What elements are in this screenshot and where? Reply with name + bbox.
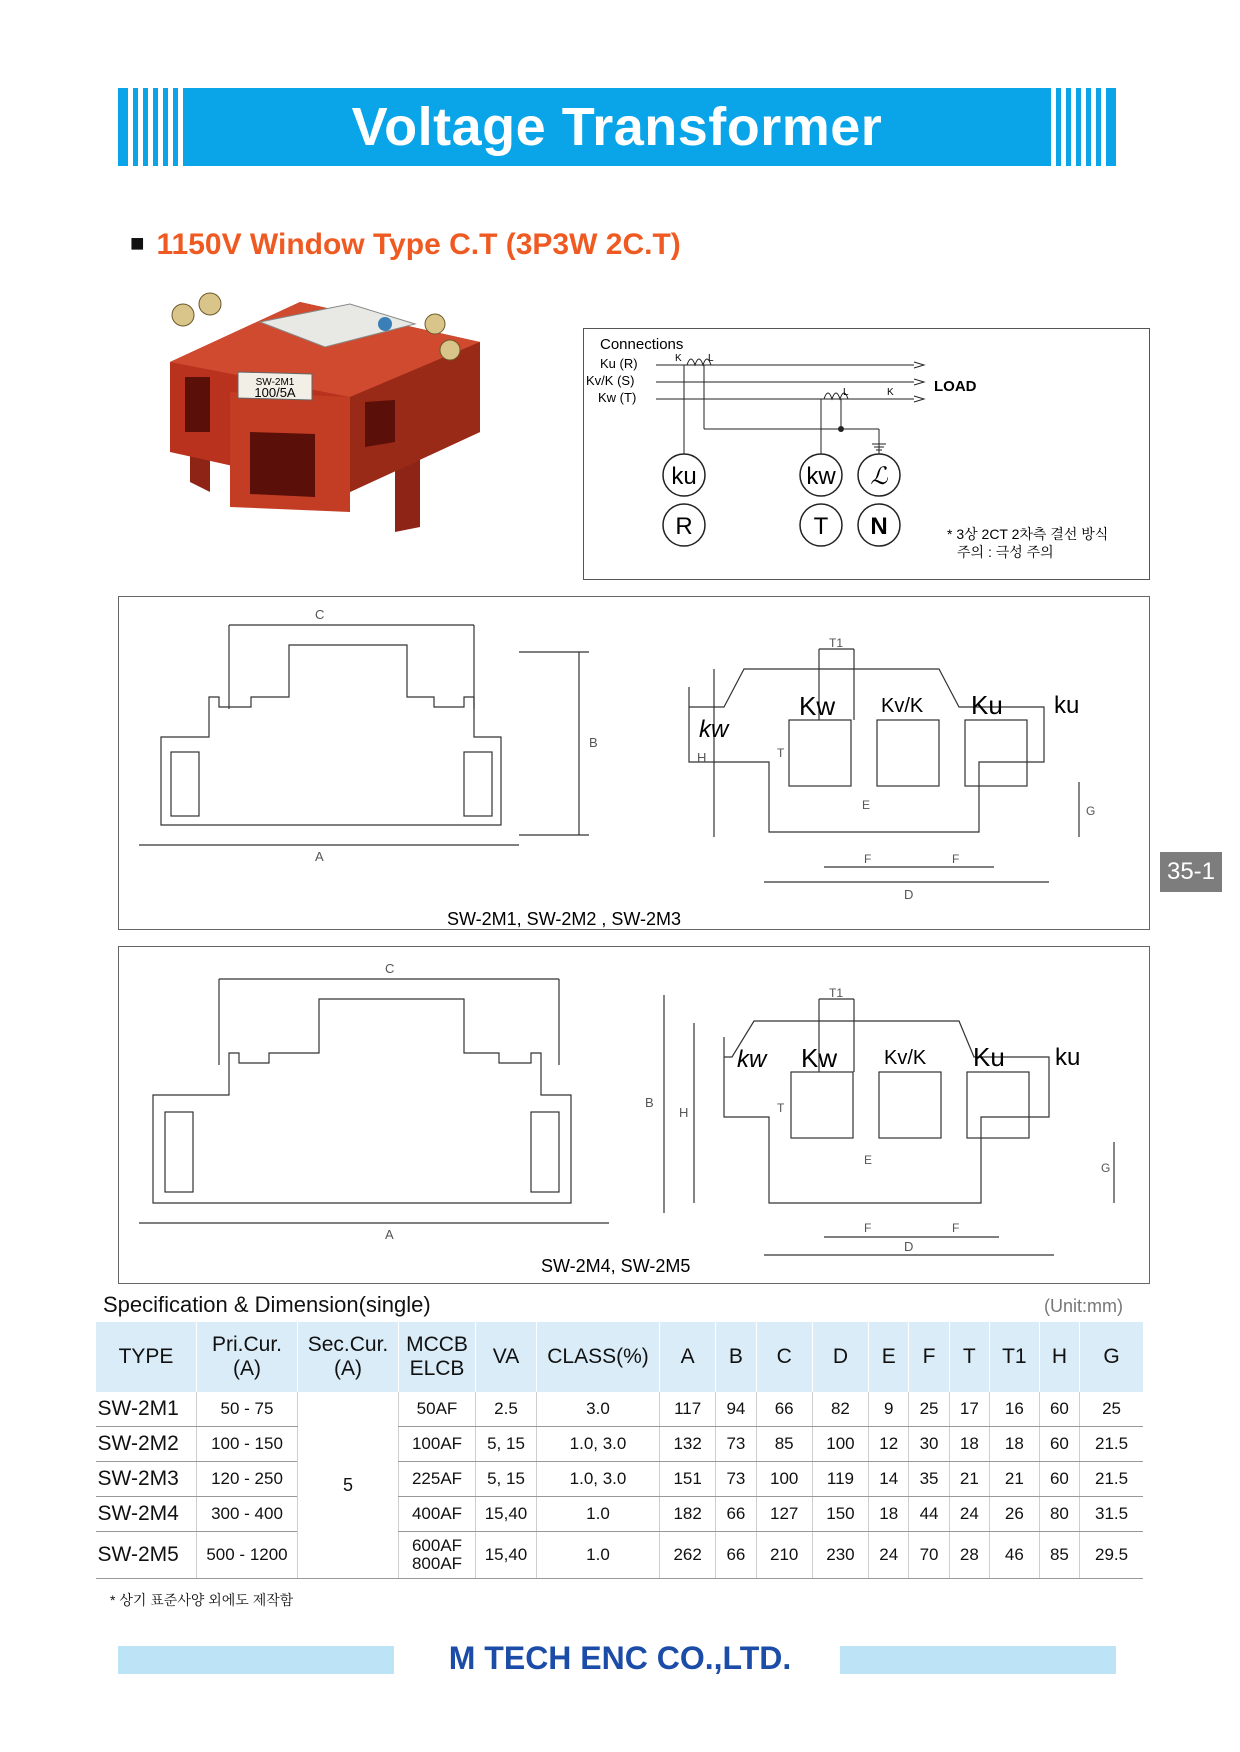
table-row [96,1427,1144,1462]
cell-class: 1.0 [537,1497,660,1532]
company-name: M TECH ENC CO.,LTD. [448,1640,792,1676]
cell-type: SW-2M4 [96,1497,197,1532]
dim-f1-label-2: F [864,1221,872,1235]
cell-d: 119 [812,1462,868,1497]
photo-ratio-label: 100/5A [254,385,296,400]
dimension-drawing-small [118,596,1150,930]
cell-pri: 500 - 1200 [197,1532,298,1579]
cell-e: 12 [869,1427,909,1462]
col-e: E [869,1322,909,1392]
col-t: T [949,1322,989,1392]
cell-pri: 100 - 150 [197,1427,298,1462]
cell-va: 5, 15 [476,1462,537,1497]
cell-va: 2.5 [476,1392,537,1427]
spec-table [95,1322,1143,1579]
col-type: TYPE [96,1322,197,1392]
footnote: * 상기 표준사양 외에도 제작함 [110,1592,294,1608]
cell-t: 21 [949,1462,989,1497]
square-bullet-icon: ■ [130,230,145,257]
terminal-kw-2: Kw [801,1043,838,1073]
cell-h: 85 [1039,1532,1079,1579]
connections-title: Connections [600,336,684,353]
meter-l: ℒ [870,463,888,490]
unit-label: (Unit:mm) [1044,1296,1123,1316]
cell-mccb: 225AF [399,1462,476,1497]
meter-kw: kw [806,463,836,490]
cell-e: 14 [869,1462,909,1497]
cell-mccb: 100AF [399,1427,476,1462]
terminal-kw-small-2: kw [737,1046,767,1073]
col-sec-cur: Sec.Cur. (A) [298,1322,399,1392]
cell-class: 3.0 [537,1392,660,1427]
coil-label-l2: L [843,387,849,398]
dim-d-label: D [904,887,914,902]
cell-va: 5, 15 [476,1427,537,1462]
col-f: F [909,1322,949,1392]
cell-class: 1.0 [537,1532,660,1579]
cell-type: SW-2M5 [96,1532,197,1579]
table-row [96,1462,1144,1497]
cell-b: 73 [716,1462,756,1497]
dim-t1-label-2: T1 [829,986,844,1000]
load-label: LOAD [934,378,977,395]
cell-class: 1.0, 3.0 [537,1427,660,1462]
meter-r: R [675,513,693,540]
cell-c: 127 [756,1497,812,1532]
col-h: H [1039,1322,1079,1392]
dim-g-label-2: G [1101,1161,1111,1175]
cell-type: SW-2M3 [96,1462,197,1497]
col-g: G [1080,1322,1143,1392]
section-heading-text: 1150V Window Type C.T (3P3W 2C.T) [156,228,681,261]
cell-type: SW-2M2 [96,1427,197,1462]
cell-t1: 26 [990,1497,1040,1532]
cell-e: 18 [869,1497,909,1532]
cell-d: 150 [812,1497,868,1532]
cell-t1: 18 [990,1427,1040,1462]
wiring-note: * 3상 2CT 2차측 결선 방식 [947,526,1109,542]
cell-t1: 16 [990,1392,1040,1427]
cell-va: 15,40 [476,1497,537,1532]
dim-d-label-2: D [904,1239,914,1254]
cell-h: 60 [1039,1392,1079,1427]
cell-t: 17 [949,1392,989,1427]
col-mccb: MCCB ELCB [399,1322,476,1392]
cell-e: 9 [869,1392,909,1427]
cell-t: 28 [949,1532,989,1579]
cell-a: 117 [660,1392,716,1427]
dim-t-label: T [777,746,785,760]
photo-model-label: SW-2M1 [255,377,295,388]
cell-type: SW-2M1 [96,1392,197,1427]
page-title: Voltage Transformer [351,97,883,157]
cell-a: 262 [660,1532,716,1579]
dim-h-label: H [697,750,707,765]
line-label-s: Kv/K (S) [586,373,635,388]
meter-ku: ku [671,463,697,490]
cell-d: 82 [812,1392,868,1427]
cell-b: 66 [716,1532,756,1579]
terminal-ku-small-2: ku [1055,1044,1081,1071]
coil-label-k2: K [887,387,894,398]
dim-t1-label: T1 [829,636,844,650]
cell-g: 21.5 [1080,1427,1143,1462]
coil-label-l1: L [708,353,714,364]
cell-f: 70 [909,1532,949,1579]
spec-header-row [96,1322,1144,1392]
cell-t: 24 [949,1497,989,1532]
dimension-drawing-large [118,946,1150,1284]
page-number-tab: 35-1 [1160,852,1222,892]
terminal-kv-k-2: Kv/K [884,1047,927,1069]
cell-f: 25 [909,1392,949,1427]
cell-sec-cur: 5 [298,1392,399,1579]
col-d: D [812,1322,868,1392]
dim-f2-label: F [952,852,960,866]
cell-b: 94 [716,1392,756,1427]
table-row [96,1497,1144,1532]
terminal-ku: Ku [971,690,1003,720]
cell-b: 73 [716,1427,756,1462]
cell-g: 25 [1080,1392,1143,1427]
cell-va: 15,40 [476,1532,537,1579]
cell-h: 80 [1039,1497,1079,1532]
cell-d: 100 [812,1427,868,1462]
cell-a: 182 [660,1497,716,1532]
dim-b-label: B [589,735,598,750]
cell-c: 100 [756,1462,812,1497]
terminal-kw-small: kw [699,716,729,743]
dim-c-label: C [315,607,325,622]
cell-t: 18 [949,1427,989,1462]
cell-c: 66 [756,1392,812,1427]
line-label-t: Kw (T) [598,390,637,405]
terminal-ku-small: ku [1054,692,1080,719]
cell-t1: 46 [990,1532,1040,1579]
col-t1: T1 [990,1322,1040,1392]
meter-t: T [813,513,829,540]
footer-bar-left [118,1646,394,1674]
dim-e-label-2: E [864,1153,873,1167]
footer-bar-right [840,1646,1116,1674]
cell-g: 29.5 [1080,1532,1143,1579]
section-heading [130,228,681,262]
col-class: CLASS(%) [537,1322,660,1392]
cell-c: 210 [756,1532,812,1579]
dim-b-label-2: B [645,1095,654,1110]
cell-pri: 300 - 400 [197,1497,298,1532]
product-photo [150,282,530,572]
polarity-note: 주의 : 극성 주의 [957,544,1054,560]
table-row [96,1392,1144,1427]
terminal-kv-k: Kv/K [881,695,924,717]
col-b: B [716,1322,756,1392]
cell-g: 31.5 [1080,1497,1143,1532]
title-banner [118,88,1116,166]
dim-h-label-2: H [679,1105,689,1120]
spec-title: Specification & Dimension(single) [103,1292,431,1317]
meter-n: N [870,513,888,540]
cell-mccb: 50AF [399,1392,476,1427]
dim-t-label-2: T [777,1101,785,1115]
col-pri-cur: Pri.Cur. (A) [197,1322,298,1392]
cell-mccb: 400AF [399,1497,476,1532]
cell-pri: 50 - 75 [197,1392,298,1427]
cell-h: 60 [1039,1462,1079,1497]
cell-a: 132 [660,1427,716,1462]
terminal-ku-2: Ku [973,1042,1005,1072]
col-a: A [660,1322,716,1392]
cell-d: 230 [812,1532,868,1579]
dim-c-label-2: C [385,961,395,976]
cell-b: 66 [716,1497,756,1532]
cell-g: 21.5 [1080,1462,1143,1497]
col-c: C [756,1322,812,1392]
cell-f: 44 [909,1497,949,1532]
dim-e-label: E [862,798,871,812]
dim-g-label: G [1086,804,1096,818]
dim-a-label-2: A [385,1227,394,1242]
cell-a: 151 [660,1462,716,1497]
dim-a-label: A [315,849,324,864]
cell-t1: 21 [990,1462,1040,1497]
cell-f: 35 [909,1462,949,1497]
drawing1-caption: SW-2M1, SW-2M2 , SW-2M3 [447,909,682,929]
cell-mccb: 600AF 800AF [399,1532,476,1579]
col-va: VA [476,1322,537,1392]
terminal-kw: Kw [799,691,836,721]
table-row [96,1532,1144,1579]
cell-f: 30 [909,1427,949,1462]
drawing2-caption: SW-2M4, SW-2M5 [541,1256,691,1276]
coil-label-k1: K [675,353,682,364]
dim-f2-label-2: F [952,1221,960,1235]
cell-e: 24 [869,1532,909,1579]
cell-class: 1.0, 3.0 [537,1462,660,1497]
cell-c: 85 [756,1427,812,1462]
dim-f1-label: F [864,852,872,866]
cell-h: 60 [1039,1427,1079,1462]
cell-pri: 120 - 250 [197,1462,298,1497]
connections-diagram [583,328,1150,580]
line-label-r: Ku (R) [600,356,638,371]
